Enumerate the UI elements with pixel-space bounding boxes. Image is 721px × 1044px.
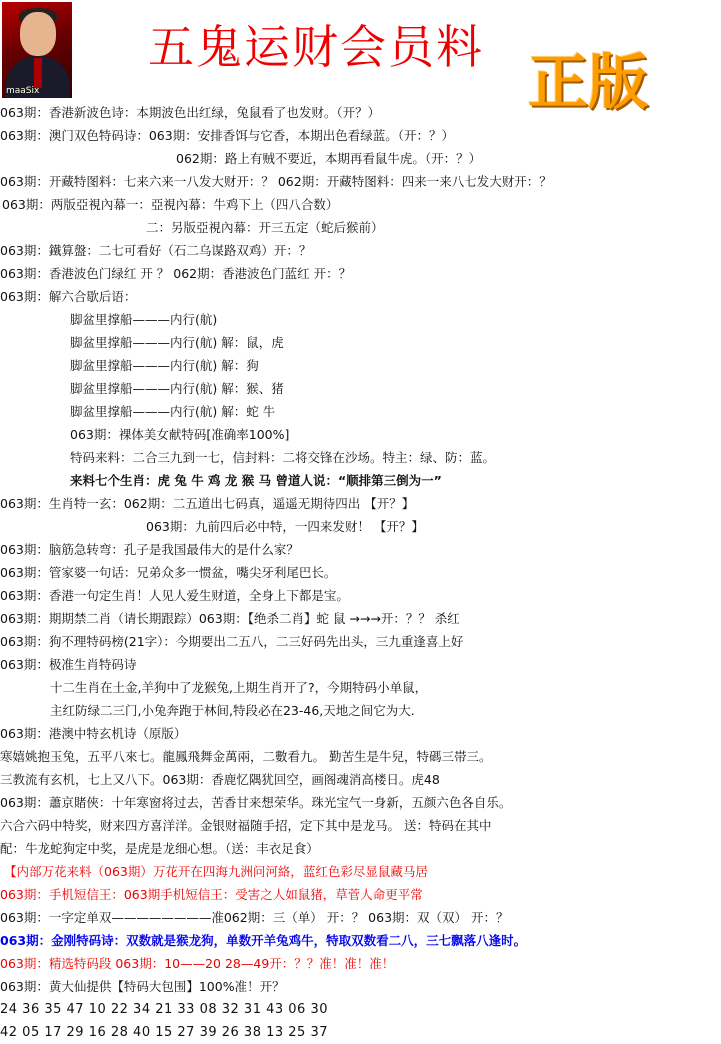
line-28-text: 063期：港澳中特玄机诗（原版）	[0, 726, 187, 741]
line-24-text: 063期：狗不理特码榜(21字）：今期要出二五八，二三好码先出头，三九重逢喜上好	[0, 634, 464, 649]
line-26-text: 十二生肖在土金,羊狗中了龙猴兔,上期生肖开了?，今期特码小单鼠，	[50, 680, 428, 695]
line-38	[0, 952, 721, 975]
line-2	[0, 124, 721, 147]
line-9	[0, 285, 721, 308]
line-16	[0, 446, 721, 469]
line-10	[0, 308, 721, 331]
line-34	[0, 860, 721, 883]
line-36-text: 063期：一字定单双————————准062期：三（单） 开：？ 063期：双（双） 开：？	[0, 910, 509, 925]
line-15	[0, 423, 721, 446]
line-33	[0, 837, 721, 860]
line-21-text: 063期：管家婆一句话：兄弟众多一惯盆，嘴尖牙利尾巴长。	[0, 565, 337, 580]
page-title: 五鬼运财会员料	[148, 20, 484, 74]
line-37-text: 063期：金刚特码诗：双数就是猴龙狗，单数开羊兔鸡牛，特取双数看二八，三七飘落八逢时。	[0, 933, 527, 948]
line-41	[0, 1021, 721, 1044]
line-30	[0, 768, 721, 791]
line-6-text: 二：另版亞視內幕：开三五定（蛇后猴前）	[146, 220, 384, 235]
line-39-text: 063期：黄大仙提供【特码大包围】100%准！开？	[0, 979, 285, 994]
line-17	[0, 469, 721, 492]
line-34-text: 【内部万花来料（063期）万花开在四海九洲问河絡，蓝红色彩尽显鼠藏马居	[4, 864, 428, 879]
line-20	[0, 538, 721, 561]
line-14	[0, 400, 721, 423]
line-36	[0, 906, 721, 929]
line-8	[0, 262, 721, 285]
line-18	[0, 492, 721, 515]
line-3	[0, 147, 721, 170]
line-31-text: 063期：蕭京賭俠：十年寒窗将过去，苦香甘来想荣华。珠光宝气一身新，五颜六色各自乐。	[0, 795, 512, 810]
line-26	[0, 676, 721, 699]
line-37	[0, 929, 721, 952]
line-20-text: 063期：脑筋急转弯：孔子是我国最伟大的是什么家？	[0, 542, 299, 557]
line-13	[0, 377, 721, 400]
line-29-text: 寒嬉姚抱玉兔，五平八來七。龍鳳飛舞金萬兩，二數看九。 勤苦生是牛兒，特碼三帯三。	[0, 749, 492, 764]
line-7-text: 063期：鐵算盤：二七可看好（石二乌谋路双鸡）开：？	[0, 243, 312, 258]
line-25	[0, 653, 721, 676]
avatar	[2, 2, 72, 98]
line-32-text: 六合六码中特奖，财来四方喜洋洋。金银财福随手招，定下其中是龙马。 送：特码在其中	[0, 818, 492, 833]
line-9-text: 063期：解六合歇后语：	[0, 289, 137, 304]
line-30-text: 三教流有玄机，七上又八下。063期：香鹿忆隅犹回空，画阁魂消高楼日。虎48	[0, 772, 440, 787]
line-22	[0, 584, 721, 607]
line-24	[0, 630, 721, 653]
line-38-text: 063期：精选特码段 063期：10——20 28—49开：？？准！准！准！	[0, 956, 395, 971]
avatar-face	[20, 12, 56, 56]
avatar-watermark: maaSix	[6, 86, 40, 96]
line-2-text: 063期：澳门双色特码诗：063期：安排香饵与它香，本期出色看绿蓝。（开：？）	[0, 128, 454, 143]
line-11-text: 脚盆里撑船———内行(航) 解：鼠，虎	[70, 335, 284, 350]
line-32	[0, 814, 721, 837]
line-25-text: 063期：极准生肖特码诗	[0, 657, 137, 672]
line-39	[0, 975, 721, 998]
line-16-text: 特码来料：二合三九到一七，信封料：二将交锋在沙场。特主：绿、防：蓝。	[70, 450, 496, 465]
line-14-text: 脚盆里撑船———内行(航) 解：蛇 牛	[70, 404, 276, 419]
line-23	[0, 607, 721, 630]
line-12	[0, 354, 721, 377]
line-21	[0, 561, 721, 584]
line-33-text: 配：牛龙蛇狗定中奖，是虎是龙细心想。（送：丰衣足食）	[0, 841, 319, 856]
content-lines	[0, 101, 721, 1044]
line-40	[0, 998, 721, 1021]
line-10-text: 脚盆里撑船———内行(航)	[70, 312, 218, 327]
line-15-text: 063期：裸体美女献特码[准确率100%]	[70, 427, 290, 442]
line-29	[0, 745, 721, 768]
line-5-text: 063期：两版亞視內幕一：亞視內幕：牛鸡下上（四八合数）	[2, 197, 339, 212]
line-35	[0, 883, 721, 906]
line-27	[0, 699, 721, 722]
line-22-text: 063期：香港一句定生肖！人见人爱生财道，全身上下都是宝。	[0, 588, 349, 603]
line-8-text: 063期：香港波色门绿红 开 ？ 062期：香港波色门蓝红 开：？	[0, 266, 352, 281]
line-11	[0, 331, 721, 354]
line-6	[0, 216, 721, 239]
line-19	[0, 515, 721, 538]
authentic-stamp: 正版	[528, 48, 648, 118]
line-1-text: 063期：香港新波色诗：本期波色出红绿，兔鼠看了也发财。（开？）	[0, 105, 381, 120]
avatar-tie	[34, 58, 42, 88]
line-7	[0, 239, 721, 262]
line-27-text: 主红防绿二三门,小兔奔跑于林间,特段必在23-46,天地之间它为大.	[50, 703, 415, 718]
line-23-text: 063期：期期禁二肖（请长期跟踪）063期：【绝杀二肖】蛇 鼠 →→→开：？？ 杀红	[0, 611, 460, 626]
line-5	[0, 193, 721, 216]
line-4	[0, 170, 721, 193]
line-13-text: 脚盆里撑船———内行(航) 解：猴、猪	[70, 381, 284, 396]
line-28	[0, 722, 721, 745]
line-35-text: 063期：手机短信王：063期手机短信王：受害之人如鼠猪，草菅人命更平常	[0, 887, 423, 902]
line-12-text: 脚盆里撑船———内行(航) 解：狗	[70, 358, 259, 373]
line-4-text: 063期：开藏特图料：七来六来一八发大财开：？ 062期：开藏特图料：四来一来八七发大财开：？	[0, 174, 552, 189]
line-41-text: 42 05 17 29 16 28 40 15 27 39 26 38 13 25 37	[0, 1025, 328, 1040]
line-17-text: 来料七个生肖：虎 兔 牛 鸡 龙 猴 马 曾道人说：“顺排第三倒为一”	[70, 473, 442, 488]
line-18-text: 063期：生肖特一玄：062期：二五道出七码真，遥遥无期待四出 【开？】	[0, 496, 415, 511]
line-1	[0, 101, 721, 124]
line-19-text: 063期：九前四后必中特，一四来发财！ 【开？】	[146, 519, 424, 534]
line-31	[0, 791, 721, 814]
line-3-text: 062期：路上有贼不要近，本期再看鼠牛虎。（开：？）	[176, 151, 482, 166]
line-40-text: 24 36 35 47 10 22 34 21 33 08 32 31 43 06 30	[0, 1002, 328, 1017]
